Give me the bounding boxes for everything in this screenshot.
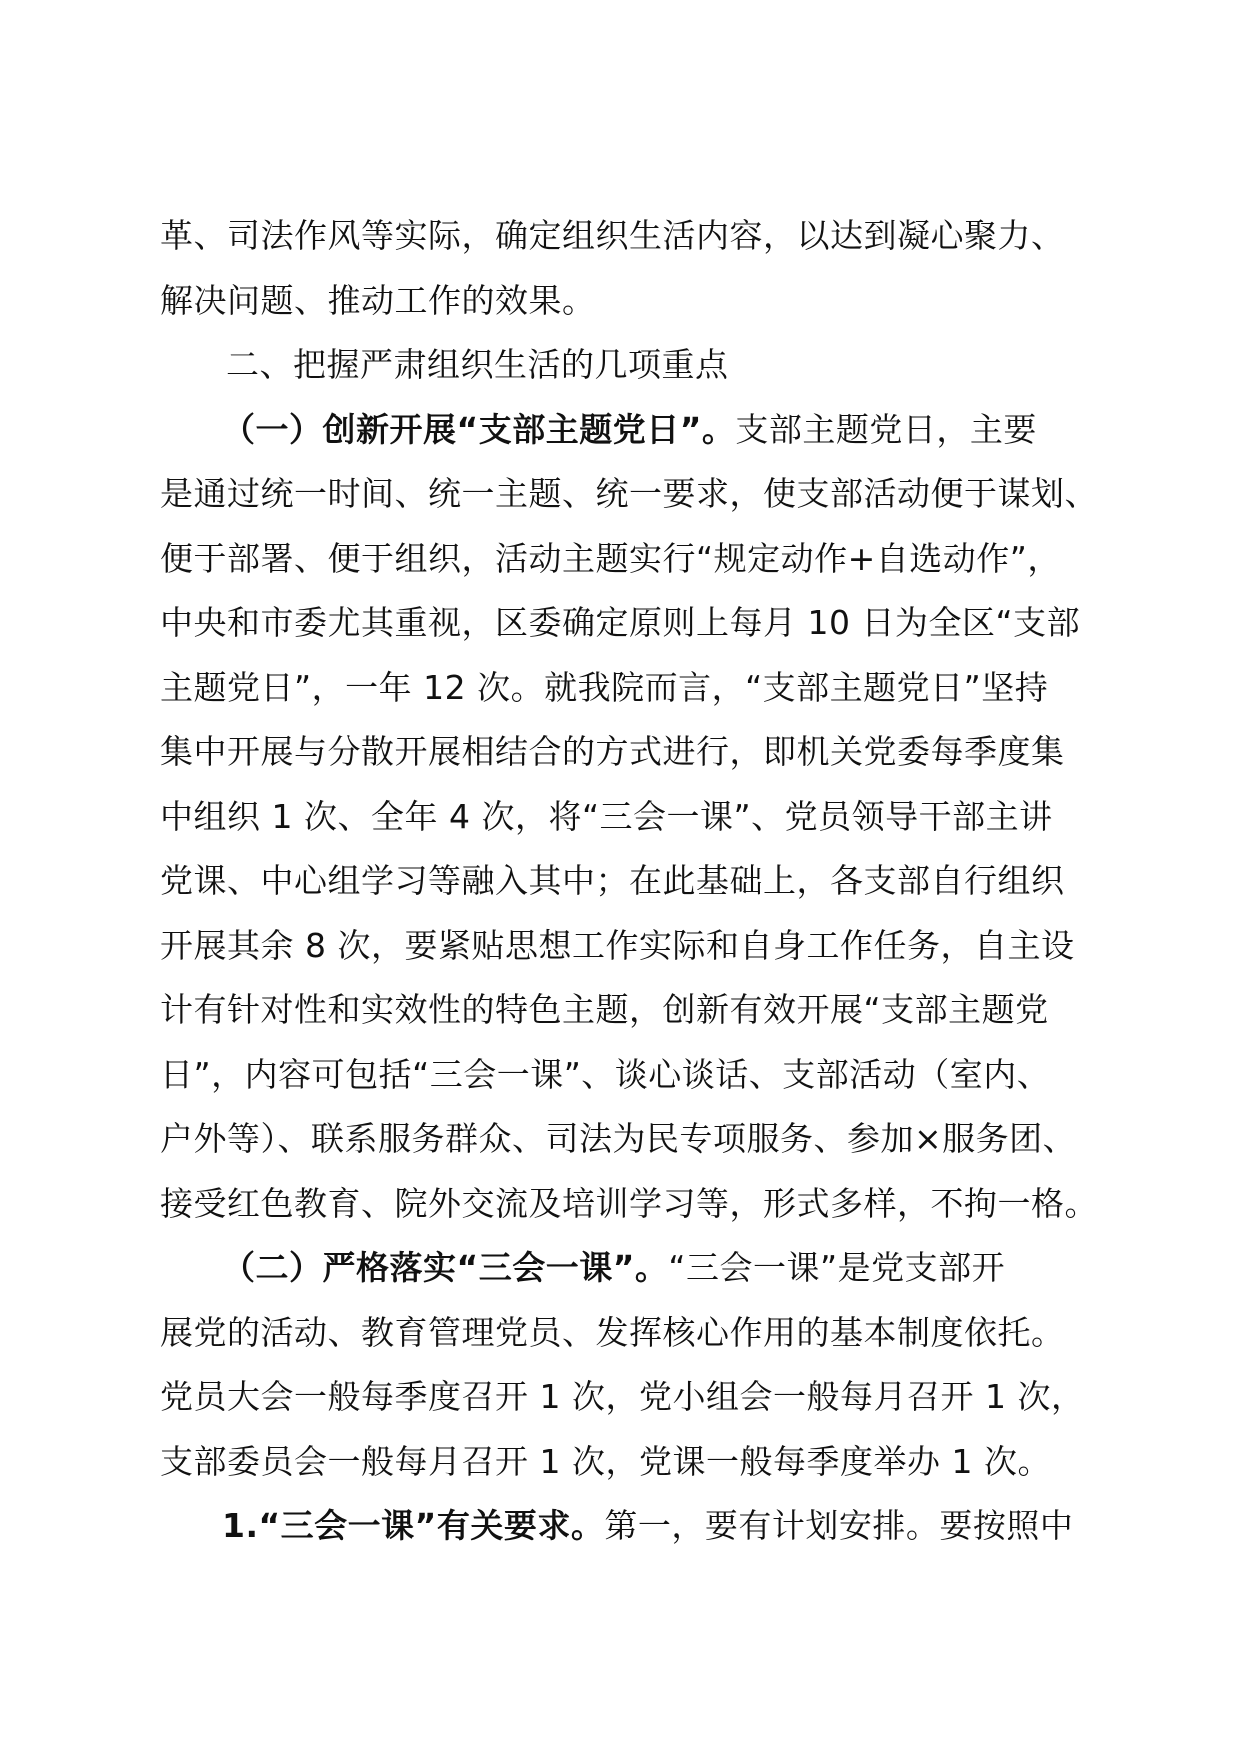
paragraph-line: 开展其余 8 次，要紧贴思想工作实际和自身工作任务，自主设 [160,925,1075,965]
paragraph-line: 中央和市委尤其重视，区委确定原则上每月 10 日为全区“支部 [160,603,1081,642]
paragraph-line: 支部委员会一般每月召开 1 次，党课一般每季度举办 1 次。 [160,1441,1051,1481]
body-text [160,204,1100,1559]
paragraph-line [160,1494,1100,1559]
subsection-heading: （一）创新开展“支部主题党日”。 [222,409,736,449]
numbered-heading: 1.“三会一课”有关要求。 [222,1506,605,1545]
paragraph-line: 中组织 1 次、全年 4 次，将“三会一课”、党员领导干部主讲 [160,796,1053,836]
paragraph-text: 支部主题党日，主要 [735,409,1037,449]
paragraph-line: 集中开展与分散开展相结合的方式进行，即机关党委每季度集 [160,732,1065,771]
paragraph-line: 是通过统一时间、统一主题、统一要求，使支部活动便于谋划、 [160,474,1098,513]
paragraph-line: 日”，内容可包括“三会一课”、谈心谈话、支部活动（室内、 [160,1054,1051,1094]
paragraph-line: 接受红色教育、院外交流及培训学习等，形式多样，不拘一格。 [160,1183,1098,1223]
section-heading: 二、把握严肃组织生活的几项重点 [226,345,729,384]
paragraph-line: 解决问题、推动工作的效果。 [160,280,596,320]
paragraph-line: 户外等）、联系服务群众、司法为民专项服务、参加×服务团、 [160,1119,1077,1158]
paragraph-line: 计有针对性和实效性的特色主题，创新有效开展“支部主题党 [160,990,1049,1029]
paragraph-line: 展党的活动、教育管理党员、发挥核心作用的基本制度依托。 [160,1312,1065,1352]
paragraph-line [160,398,1100,463]
paragraph-text: 第一，要有计划安排。要按照中 [604,1506,1074,1545]
paragraph-text: “三会一课”是党支部开 [668,1248,1006,1287]
paragraph-line: 党课、中心组学习等融入其中；在此基础上，各支部自行组织 [160,861,1065,900]
paragraph-line: 主题党日”，一年 12 次。就我院而言，“支部主题党日”坚持 [160,667,1049,707]
paragraph-line: 党员大会一般每季度召开 1 次，党小组会一般每月召开 1 次， [160,1377,1085,1416]
paragraph-line [160,1236,1100,1301]
paragraph-line: 革、司法作风等实际，确定组织生活内容，以达到凝心聚力、 [160,216,1065,255]
paragraph-line: 便于部署、便于组织，活动主题实行“规定动作+自选动作”， [160,538,1061,578]
subsection-heading: （二）严格落实“三会一课”。 [222,1248,669,1287]
